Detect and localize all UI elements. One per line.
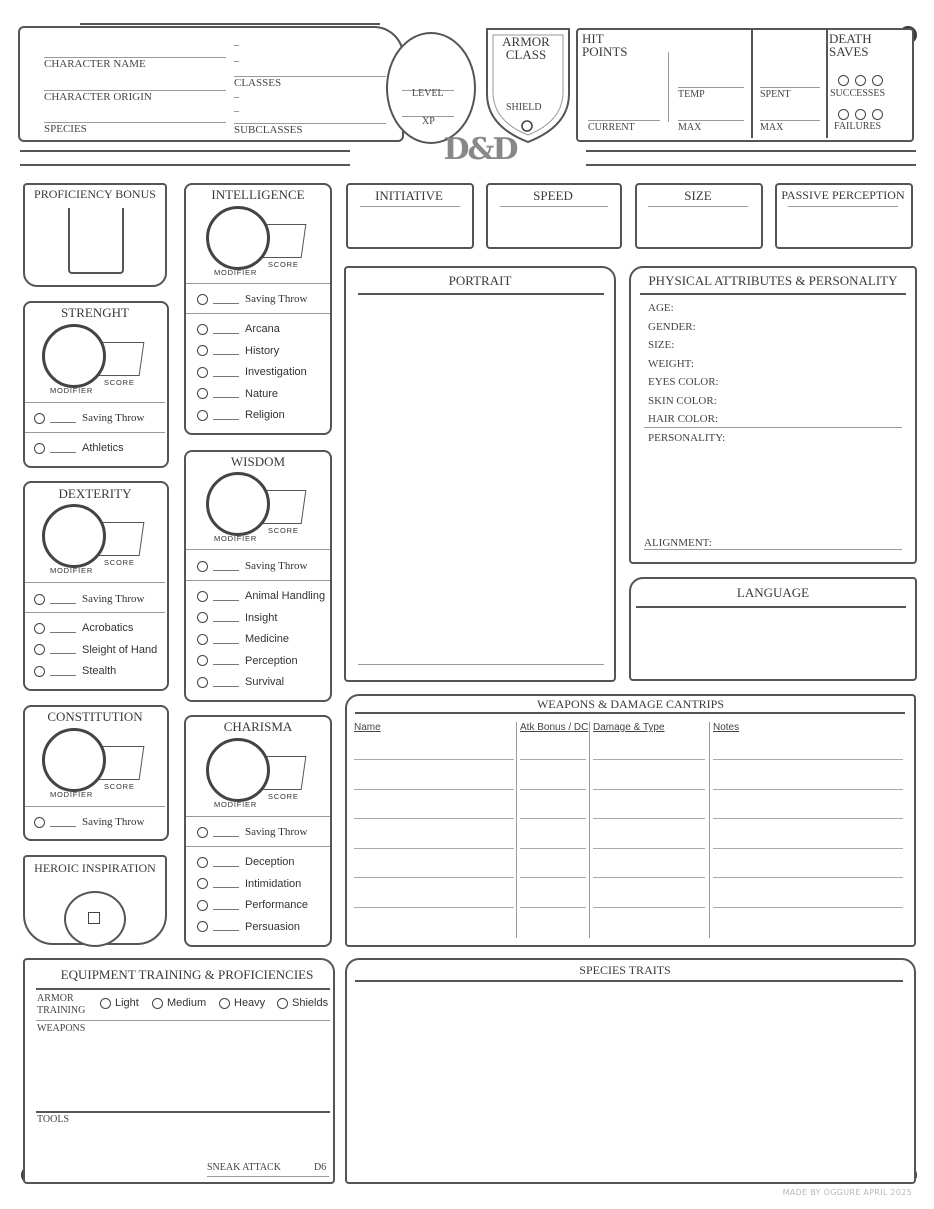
constitution-modifier[interactable]: [42, 728, 106, 792]
constitution-title: CONSTITUTION: [47, 709, 143, 724]
bonus-blank[interactable]: [213, 325, 239, 334]
skill-row[interactable]: [197, 852, 295, 872]
skill-row[interactable]: [197, 895, 308, 915]
weapon-cell[interactable]: [593, 848, 705, 849]
armor-option-label: Shields: [292, 997, 329, 1009]
class-dash: –: [234, 92, 239, 103]
skill-name: Performance: [245, 899, 308, 911]
bonus-blank[interactable]: [213, 346, 239, 355]
skill-name: History: [245, 344, 280, 357]
ribbon-right: [586, 150, 916, 166]
proficiency-circle[interactable]: [197, 878, 208, 889]
bonus-blank[interactable]: [213, 828, 239, 837]
skill-row[interactable]: [34, 618, 133, 638]
armor-checkbox[interactable]: [277, 998, 288, 1009]
skill-row[interactable]: [197, 651, 298, 671]
weapons-training-label: WEAPONS: [37, 1023, 86, 1034]
proficiency-circle[interactable]: [34, 644, 45, 655]
species-traits-title: SPECIES TRAITS: [579, 963, 671, 977]
skill-row[interactable]: [197, 384, 278, 404]
divider: [36, 988, 330, 990]
skill-name: Athletics: [82, 442, 124, 454]
heroic-inspiration-title: HEROIC INSPIRATION: [34, 861, 156, 875]
bonus-blank[interactable]: [213, 879, 239, 888]
temp-hp-line[interactable]: [678, 87, 744, 88]
weapon-cell[interactable]: [354, 789, 514, 790]
armor-option-label: Heavy: [234, 997, 266, 1009]
armor-option-label: Light: [115, 997, 139, 1009]
armor-option[interactable]: [277, 995, 328, 1011]
bonus-blank[interactable]: [50, 624, 76, 633]
constitution-saving-throw[interactable]: [34, 812, 144, 832]
weapon-cell[interactable]: [713, 907, 903, 908]
armor-checkbox[interactable]: [219, 998, 230, 1009]
skill-row[interactable]: [197, 319, 280, 339]
divider: [80, 23, 380, 25]
equipment-training-title: EQUIPMENT TRAINING & PROFICIENCIES: [60, 967, 314, 982]
weapon-cell[interactable]: [593, 877, 705, 878]
physical-field-label: SKIN COLOR:: [648, 394, 717, 407]
skill-name: Insight: [245, 611, 278, 624]
dexterity-title: DEXTERITY: [58, 486, 132, 501]
armor-option[interactable]: [100, 995, 139, 1011]
modifier-label: MODIFIER: [214, 534, 258, 543]
divider: [25, 582, 165, 583]
proficiency-circle[interactable]: [34, 413, 45, 424]
max-hd-line[interactable]: [760, 120, 820, 121]
weapon-cell[interactable]: [713, 848, 903, 849]
skill-name: Sleight of Hand: [82, 643, 158, 656]
wisdom-title: WISDOM: [230, 454, 286, 469]
divider: [36, 1111, 330, 1113]
spent-hd-label: SPENT: [760, 89, 791, 100]
death-save-success[interactable]: [838, 75, 849, 86]
death-save-failure[interactable]: [838, 109, 849, 120]
proficiency-circle[interactable]: [197, 591, 208, 602]
temp-hp-label: TEMP: [678, 89, 705, 100]
dexterity-saving-throw[interactable]: [34, 589, 144, 609]
divider: [186, 580, 330, 581]
weapon-cell[interactable]: [593, 789, 705, 790]
weapons-title: WEAPONS & DAMAGE CANTRIPS: [536, 697, 724, 711]
alignment-line[interactable]: [644, 549, 902, 550]
proficiency-circle[interactable]: [197, 294, 208, 305]
passive-perception-title: PASSIVE PERCEPTION: [781, 188, 905, 202]
bonus-blank[interactable]: [213, 656, 239, 665]
bonus-blank[interactable]: [50, 645, 76, 654]
proficiency-circle[interactable]: [197, 857, 208, 868]
ribbon-left: [20, 150, 350, 166]
class-dash: –: [234, 56, 239, 67]
weapon-notes-header: Notes: [713, 722, 740, 733]
portrait-title: PORTRAIT: [448, 273, 512, 288]
score-label: SCORE: [268, 526, 299, 535]
sneak-attack-line[interactable]: [207, 1176, 329, 1177]
shield-label: SHIELD: [506, 102, 542, 113]
bonus-blank[interactable]: [213, 901, 239, 910]
skill-row[interactable]: [197, 874, 301, 894]
weapon-cell[interactable]: [713, 818, 903, 819]
bonus-blank[interactable]: [213, 858, 239, 867]
bonus-blank[interactable]: [50, 444, 76, 453]
max-hd-label: MAX: [760, 122, 784, 133]
divider: [640, 293, 906, 295]
strength-modifier[interactable]: [42, 324, 106, 388]
physical-field-label: SIZE:: [648, 339, 675, 351]
bonus-blank[interactable]: [50, 818, 76, 827]
divider: [186, 549, 330, 550]
proficiency-circle[interactable]: [34, 666, 45, 677]
skill-name: Intimidation: [245, 877, 302, 890]
max-hp-line[interactable]: [678, 120, 744, 121]
xp-label: XP: [422, 116, 435, 127]
current-hp-label: CURRENT: [588, 122, 635, 133]
divider: [826, 30, 828, 138]
saving-throw-label: Saving Throw: [245, 826, 308, 838]
failures-label: FAILURES: [834, 121, 882, 132]
alignment-label: ALIGNMENT:: [644, 537, 712, 549]
skill-name: Nature: [245, 387, 279, 400]
weapon-cell[interactable]: [354, 877, 514, 878]
skill-name: Animal Handling: [245, 590, 326, 602]
proficiency-circle[interactable]: [197, 345, 208, 356]
weapon-cell[interactable]: [520, 789, 586, 790]
intelligence-title: INTELLIGENCE: [211, 187, 305, 202]
modifier-label: MODIFIER: [214, 268, 258, 277]
weapon-cell[interactable]: [354, 759, 514, 760]
proficiency-circle[interactable]: [34, 594, 45, 605]
death-save-success[interactable]: [855, 75, 866, 86]
spent-hd-line[interactable]: [760, 87, 820, 88]
divider: [355, 980, 903, 982]
skill-row[interactable]: [197, 629, 289, 649]
weapon-cell[interactable]: [520, 877, 586, 878]
modifier-label: MODIFIER: [50, 386, 94, 395]
skill-row[interactable]: [197, 405, 285, 425]
divider: [636, 606, 906, 608]
skill-name: Investigation: [245, 366, 307, 378]
divider: [358, 664, 604, 665]
skill-row[interactable]: [197, 672, 284, 692]
armor-class-title: ARMOR CLASS: [502, 34, 550, 62]
initiative-title: INITIATIVE: [375, 188, 443, 203]
divider: [788, 206, 898, 207]
divider: [186, 816, 330, 817]
bonus-blank[interactable]: [50, 414, 76, 423]
skill-name: Deception: [245, 856, 295, 868]
weapon-cell[interactable]: [713, 759, 903, 760]
divider: [186, 283, 330, 284]
character-origin-label: CHARACTER ORIGIN: [44, 91, 152, 103]
armor-option[interactable]: [152, 995, 206, 1011]
species-traits-box[interactable]: [345, 958, 916, 1184]
bonus-blank[interactable]: [213, 389, 239, 398]
dexterity-modifier[interactable]: [42, 504, 106, 568]
strength-saving-throw[interactable]: [34, 408, 144, 428]
level-label: LEVEL: [412, 88, 444, 99]
tools-label: TOOLS: [37, 1114, 70, 1125]
proficiency-circle[interactable]: [197, 612, 208, 623]
skill-row[interactable]: [197, 341, 279, 361]
proficiency-circle[interactable]: [197, 677, 208, 688]
proficiency-circle[interactable]: [197, 561, 208, 572]
proficiency-circle[interactable]: [34, 623, 45, 634]
divider: [360, 206, 460, 207]
portrait-box[interactable]: [344, 266, 616, 682]
divider: [516, 722, 517, 938]
weapon-name-header: Name: [354, 722, 381, 733]
classes-label: CLASSES: [234, 77, 282, 89]
armor-option[interactable]: [219, 995, 265, 1011]
divider: [589, 722, 590, 938]
saving-throw-label: Saving Throw: [245, 293, 308, 305]
armor-checkbox[interactable]: [152, 998, 163, 1009]
proficiency-circle[interactable]: [197, 634, 208, 645]
score-label: SCORE: [268, 260, 299, 269]
weapon-cell[interactable]: [520, 907, 586, 908]
skill-name: Persuasion: [245, 920, 301, 933]
divider: [644, 427, 902, 428]
proficiency-circle[interactable]: [197, 655, 208, 666]
divider: [25, 402, 165, 403]
divider: [751, 30, 753, 138]
weapon-cell[interactable]: [713, 877, 903, 878]
skill-row[interactable]: [197, 362, 307, 382]
speed-title: SPEED: [533, 188, 573, 203]
intelligence-modifier[interactable]: [206, 206, 270, 270]
proficiency-circle[interactable]: [34, 817, 45, 828]
hit-points-title: HIT POINTS: [582, 31, 628, 59]
dnd-logo: D&D: [443, 132, 517, 167]
subclasses-label: SUBCLASSES: [234, 124, 303, 136]
divider: [186, 846, 330, 847]
bonus-blank[interactable]: [50, 667, 76, 676]
skill-row[interactable]: [197, 586, 325, 606]
divider: [25, 432, 165, 433]
death-save-failure[interactable]: [872, 109, 883, 120]
divider: [709, 722, 710, 938]
bonus-blank[interactable]: [213, 613, 239, 622]
skill-row[interactable]: [34, 640, 157, 660]
class-dash: –: [234, 40, 239, 51]
bonus-blank[interactable]: [50, 595, 76, 604]
divider: [355, 712, 905, 714]
bonus-blank[interactable]: [213, 368, 239, 377]
death-saves-title: DEATH SAVES: [829, 31, 872, 59]
modifier-label: MODIFIER: [214, 800, 258, 809]
weapon-cell[interactable]: [520, 818, 586, 819]
divider: [25, 806, 165, 807]
skill-name: Arcana: [245, 323, 280, 335]
skill-name: Medicine: [245, 633, 290, 645]
death-save-success[interactable]: [872, 75, 883, 86]
inspiration-checkbox[interactable]: [88, 912, 100, 924]
saving-throw-label: Saving Throw: [245, 560, 308, 572]
bonus-blank[interactable]: [213, 592, 239, 601]
divider: [186, 313, 330, 314]
proficiency-circle[interactable]: [197, 921, 208, 932]
skill-name: Religion: [245, 409, 285, 421]
class-dash: –: [234, 106, 239, 117]
sneak-attack-die: D6: [314, 1162, 327, 1173]
skill-row[interactable]: [197, 917, 300, 937]
weapon-cell[interactable]: [354, 818, 514, 819]
strength-title: STRENGHT: [61, 305, 129, 320]
proficiency-circle[interactable]: [197, 410, 208, 421]
successes-label: SUCCESSES: [830, 88, 886, 99]
weapon-cell[interactable]: [593, 818, 705, 819]
divider: [668, 52, 669, 122]
armor-training-label: ARMOR TRAINING: [37, 993, 86, 1016]
proficiency-circle[interactable]: [197, 827, 208, 838]
skill-name: Survival: [245, 676, 285, 688]
weapon-damage-header: Damage & Type: [593, 722, 665, 733]
weapon-cell[interactable]: [593, 907, 705, 908]
score-label: SCORE: [268, 792, 299, 801]
weapon-cell[interactable]: [354, 848, 514, 849]
character-name-label: CHARACTER NAME: [44, 58, 146, 70]
proficiency-circle[interactable]: [197, 324, 208, 335]
weapon-atk-header: Atk Bonus / DC: [520, 722, 589, 733]
weapon-cell[interactable]: [520, 848, 586, 849]
modifier-label: MODIFIER: [50, 790, 94, 799]
saving-throw-label: Saving Throw: [82, 412, 145, 424]
physical-field-label: WEIGHT:: [648, 357, 694, 370]
divider: [358, 293, 604, 295]
score-label: SCORE: [104, 558, 135, 567]
language-title: LANGUAGE: [736, 585, 810, 600]
physical-field-label: EYES COLOR:: [648, 376, 719, 388]
physical-field-label: AGE:: [648, 302, 674, 314]
max-hp-label: MAX: [678, 122, 702, 133]
proficiency-circle[interactable]: [197, 388, 208, 399]
credit-text: MADE BY OGGURE APRIL 2025: [782, 1188, 912, 1197]
proficiency-bonus-input[interactable]: [68, 208, 124, 274]
species-label: SPECIES: [44, 123, 87, 135]
charisma-title: CHARISMA: [223, 719, 293, 734]
proficiency-circle[interactable]: [34, 443, 45, 454]
saving-throw-label: Saving Throw: [82, 593, 145, 605]
weapon-cell[interactable]: [354, 907, 514, 908]
weapon-cell[interactable]: [520, 759, 586, 760]
equipment-training-box: [23, 958, 335, 1184]
wisdom-saving-throw[interactable]: [197, 556, 307, 576]
skill-name: Stealth: [82, 665, 117, 677]
skill-name: Acrobatics: [82, 622, 134, 634]
physical-field-label: GENDER:: [648, 320, 696, 333]
armor-checkbox[interactable]: [100, 998, 111, 1009]
bonus-blank[interactable]: [213, 678, 239, 687]
sneak-attack-label: SNEAK ATTACK: [207, 1162, 281, 1173]
divider: [648, 206, 748, 207]
skill-name: Perception: [245, 654, 298, 667]
intelligence-saving-throw[interactable]: [197, 289, 307, 309]
charisma-saving-throw[interactable]: [197, 822, 307, 842]
physical-attributes-title: PHYSICAL ATTRIBUTES & PERSONALITY: [648, 273, 898, 288]
death-save-failure[interactable]: [855, 109, 866, 120]
score-label: SCORE: [104, 782, 135, 791]
saving-throw-label: Saving Throw: [82, 816, 145, 828]
physical-field-label: HAIR COLOR:: [648, 413, 718, 425]
divider: [25, 612, 165, 613]
physical-field-label: PERSONALITY:: [648, 431, 726, 444]
proficiency-bonus-title: PROFICIENCY BONUS: [34, 187, 156, 201]
skill-row[interactable]: [34, 661, 116, 681]
proficiency-circle[interactable]: [197, 900, 208, 911]
score-label: SCORE: [104, 378, 135, 387]
bonus-blank[interactable]: [213, 922, 239, 931]
bonus-blank[interactable]: [213, 411, 239, 420]
current-hp-line[interactable]: [588, 120, 660, 121]
skill-row[interactable]: [197, 608, 277, 628]
bonus-blank[interactable]: [213, 562, 239, 571]
bonus-blank[interactable]: [213, 635, 239, 644]
armor-option-label: Medium: [167, 997, 207, 1009]
skill-row[interactable]: [34, 438, 124, 458]
divider: [36, 1020, 330, 1021]
modifier-label: MODIFIER: [50, 566, 94, 575]
size-title: SIZE: [684, 188, 712, 203]
wisdom-modifier[interactable]: [206, 472, 270, 536]
proficiency-circle[interactable]: [197, 367, 208, 378]
weapon-cell[interactable]: [593, 759, 705, 760]
bonus-blank[interactable]: [213, 295, 239, 304]
weapon-cell[interactable]: [713, 789, 903, 790]
charisma-modifier[interactable]: [206, 738, 270, 802]
divider: [500, 206, 608, 207]
